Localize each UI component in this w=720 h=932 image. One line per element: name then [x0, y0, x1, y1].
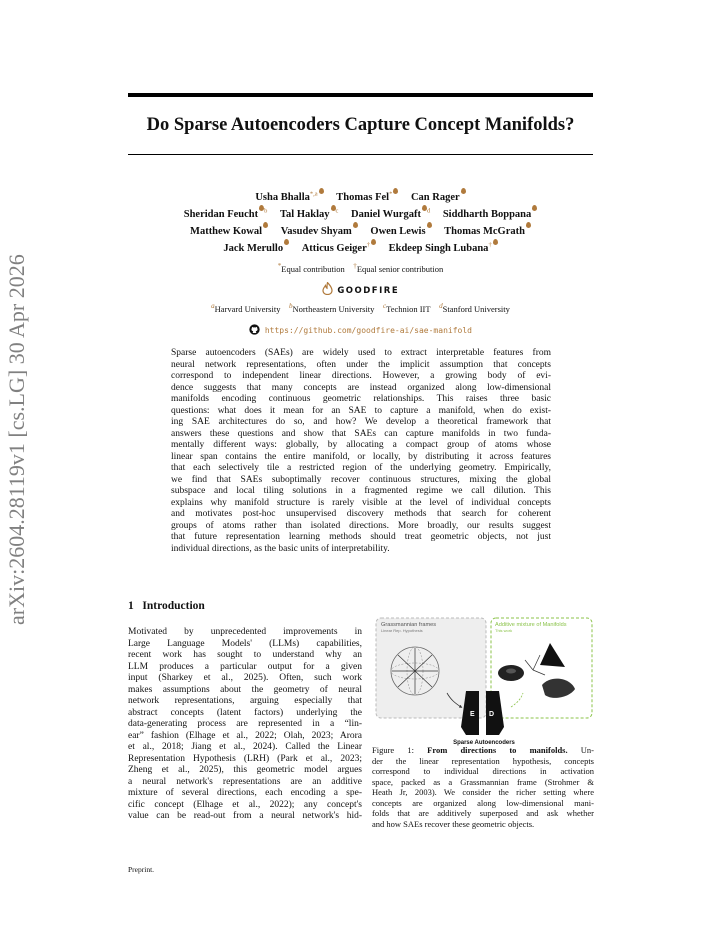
decoder-letter: D: [489, 711, 495, 718]
body-line: Large Language Models' (LLMs) capabilities,: [128, 638, 362, 649]
author: Siddharth Boppana: [443, 209, 537, 220]
abstract-line: we find that SAEs suboptimally recover continuous structures, mixing the global: [171, 474, 551, 485]
goodfire-wordmark: GOODFIRE: [337, 286, 400, 296]
github-icon: [249, 324, 260, 335]
caption-line: Heath Jr, 2003). We consider the richer setting where: [372, 787, 594, 797]
arxiv-identifier: arXiv:2604.28119v1 [cs.LG] 30 Apr 2026: [4, 254, 29, 625]
manifold-subtitle: This work: [495, 628, 513, 633]
contribution-notes: *Equal contribution †Equal senior contribution: [277, 262, 444, 274]
body-line: makes assumptions about the geometry of neural: [128, 684, 362, 695]
figure-1-illustration: [375, 615, 593, 747]
body-line: data-generating process are represented in a “lin-: [128, 719, 362, 729]
affiliations: $^a$Harvard University $^b$Northeastern University $^c$Technion IIT $^d$Stanford University: [211, 302, 510, 314]
goodfire-drop-icon: [526, 222, 531, 228]
abstract-line: ing SAE architectures do so, and how? We develop a theoretical framework that: [171, 417, 551, 427]
author: Usha Bhalla$^{*,a}$: [255, 192, 323, 203]
author: Daniel Wurgaft $^d$: [351, 209, 430, 220]
goodfire-drop-icon: [493, 239, 498, 245]
introduction-text: [128, 627, 362, 823]
grassmannian-subtitle: Linear Rep. Hypothesis: [381, 628, 423, 633]
abstract-line: individual directions, as the basic units of interpretability.: [171, 543, 390, 554]
body-line: recent work has sought to understand why an: [128, 650, 362, 660]
goodfire-drop-icon: [284, 239, 289, 245]
author-row-4: [128, 239, 593, 254]
encoder-letter: E: [470, 711, 475, 718]
caption-line: der the linear representation hypothesis, concepts: [372, 755, 594, 766]
author: Matthew Kowal: [190, 226, 268, 237]
sae-label: Sparse Autoencoders: [453, 740, 515, 746]
footer-preprint: Preprint.: [128, 865, 155, 874]
goodfire-drop-icon: [461, 188, 466, 194]
figure-1-caption: [372, 745, 594, 829]
body-line: value can be read-out from a neural network's hid-: [128, 811, 362, 821]
author-row-1: [128, 188, 593, 203]
goodfire-logo: [128, 282, 593, 296]
abstract-line: manifolds encoding continuous geometric relationships. This raises three basic: [171, 394, 551, 404]
body-line: a neural network's representations are an additive: [128, 776, 362, 787]
abstract-line: questions: what does it mean for an SAE to capture a manifold, when do exist-: [171, 405, 551, 416]
flame-icon: [322, 282, 333, 295]
body-line: network representations, arguing especially that: [128, 696, 362, 706]
author-row-3: [128, 222, 593, 237]
section-heading: 1 Introduction: [128, 600, 205, 612]
body-line: mixture of several directions, each encoding a spe-: [128, 788, 362, 798]
caption-line: correspond to individual directions in activation: [372, 766, 594, 776]
goodfire-drop-icon: [427, 222, 432, 228]
caption-line: concepts are organized along low-dimensional mani-: [372, 797, 594, 808]
abstract-line: linear span contains the entire manifold, or locally, by distributing it across features: [171, 451, 551, 462]
author: Vasudev Shyam: [281, 226, 358, 237]
author: Owen Lewis: [370, 226, 431, 237]
github-link-row[interactable]: [128, 324, 593, 335]
body-line: Motivated by unprecedented improvements in: [128, 627, 362, 637]
abstract-line: groups of atoms rather than isolated directions. More broadly, our results suggest: [171, 520, 551, 531]
author: Thomas Fel*: [336, 192, 398, 203]
body-line: Zheng et al., 2025), this geometric model argues: [128, 765, 362, 775]
abstract-line: correspond to independent linear directions. However, a growing body of evi-: [171, 371, 551, 381]
abstract-line: Sparse autoencoders (SAEs) are widely used to extract interpretable features from: [171, 348, 551, 358]
author: Tal Haklay $^c$: [280, 209, 338, 220]
body-line: LLM produces a particular output for a given: [128, 661, 362, 672]
goodfire-drop-icon: [353, 222, 358, 228]
author: Thomas McGrath: [444, 226, 531, 237]
goodfire-drop-icon: [393, 188, 398, 194]
abstract-line: that each selectively tile a restricted region of the underlying geometry. Empirically,: [171, 463, 551, 473]
body-line: abstract concepts (latent factors) underlying the: [128, 707, 362, 718]
title-bottom-rule: [128, 154, 593, 155]
body-line: et al., 2018; Jiang et al., 2024). Called the Linear: [128, 742, 362, 752]
caption-line: Figure 1: From directions to manifolds. Un-: [372, 745, 595, 755]
caption-line: space, packed as a Grassmannian frame (Strohmer &: [372, 776, 594, 787]
abstract: [171, 348, 551, 555]
abstract-line: answers these questions and show that SAEs can capture manifolds in two funda-: [171, 428, 551, 439]
sphere-of-directions-icon: [391, 647, 439, 695]
caption-line: folds that are additively superposed and ask whether: [372, 808, 594, 818]
abstract-line: neural network representations, often under the implicit assumption that concepts: [171, 359, 551, 370]
manifold-title: Additive mixture of Manifolds: [495, 622, 567, 628]
abstract-line: and motivates post-hoc unsupervised discovery methods that search for coherent: [171, 509, 551, 519]
body-line: cific concept (Elhage et al., 2022); any concept's: [128, 799, 362, 810]
goodfire-drop-icon: [371, 239, 376, 245]
abstract-line: that future representation learning methods should treat geometric objects, not just: [171, 532, 551, 542]
author: Sheridan Feucht $^b$: [184, 209, 268, 220]
paper-title: Do Sparse Autoencoders Capture Concept Manifolds?: [146, 115, 575, 135]
abstract-line: mentally different ways: globally, by allocating a compact group of atoms whose: [171, 440, 551, 450]
goodfire-drop-icon: [532, 205, 537, 211]
github-url[interactable]: https://github.com/goodfire-ai/sae-manifold: [264, 326, 472, 335]
author-row-2: [128, 205, 593, 220]
goodfire-drop-icon: [319, 188, 324, 194]
abstract-line: subspace and local tiling solutions in a fragmented regime we call dilution. This: [171, 486, 551, 496]
grassmannian-title: Grassmannian frames: [381, 622, 437, 628]
caption-line: and how SAEs recover these geometric objects.: [372, 818, 535, 829]
body-line: ear” fashion (Elhage et al., 2022; Olah, 2023; Arora: [128, 730, 362, 741]
author: Ekdeep Singh Lubana†: [389, 243, 498, 254]
author: Can Rager: [411, 192, 466, 203]
abstract-line: explains why manifold structure is rarely visible at the level of individual concepts: [171, 497, 551, 508]
author: Atticus Geiger†: [302, 243, 376, 254]
abstract-line: dence suggests that many concepts are instead organized along low-dimensional: [171, 382, 551, 393]
body-line: input (Sharkey et al., 2025). Often, such work: [128, 673, 362, 683]
author: Jack Merullo: [223, 243, 289, 254]
goodfire-drop-icon: [263, 222, 268, 228]
body-line: Representation Hypothesis (LRH) (Park et al., 2023;: [128, 753, 362, 764]
title-top-rule: [128, 93, 593, 97]
